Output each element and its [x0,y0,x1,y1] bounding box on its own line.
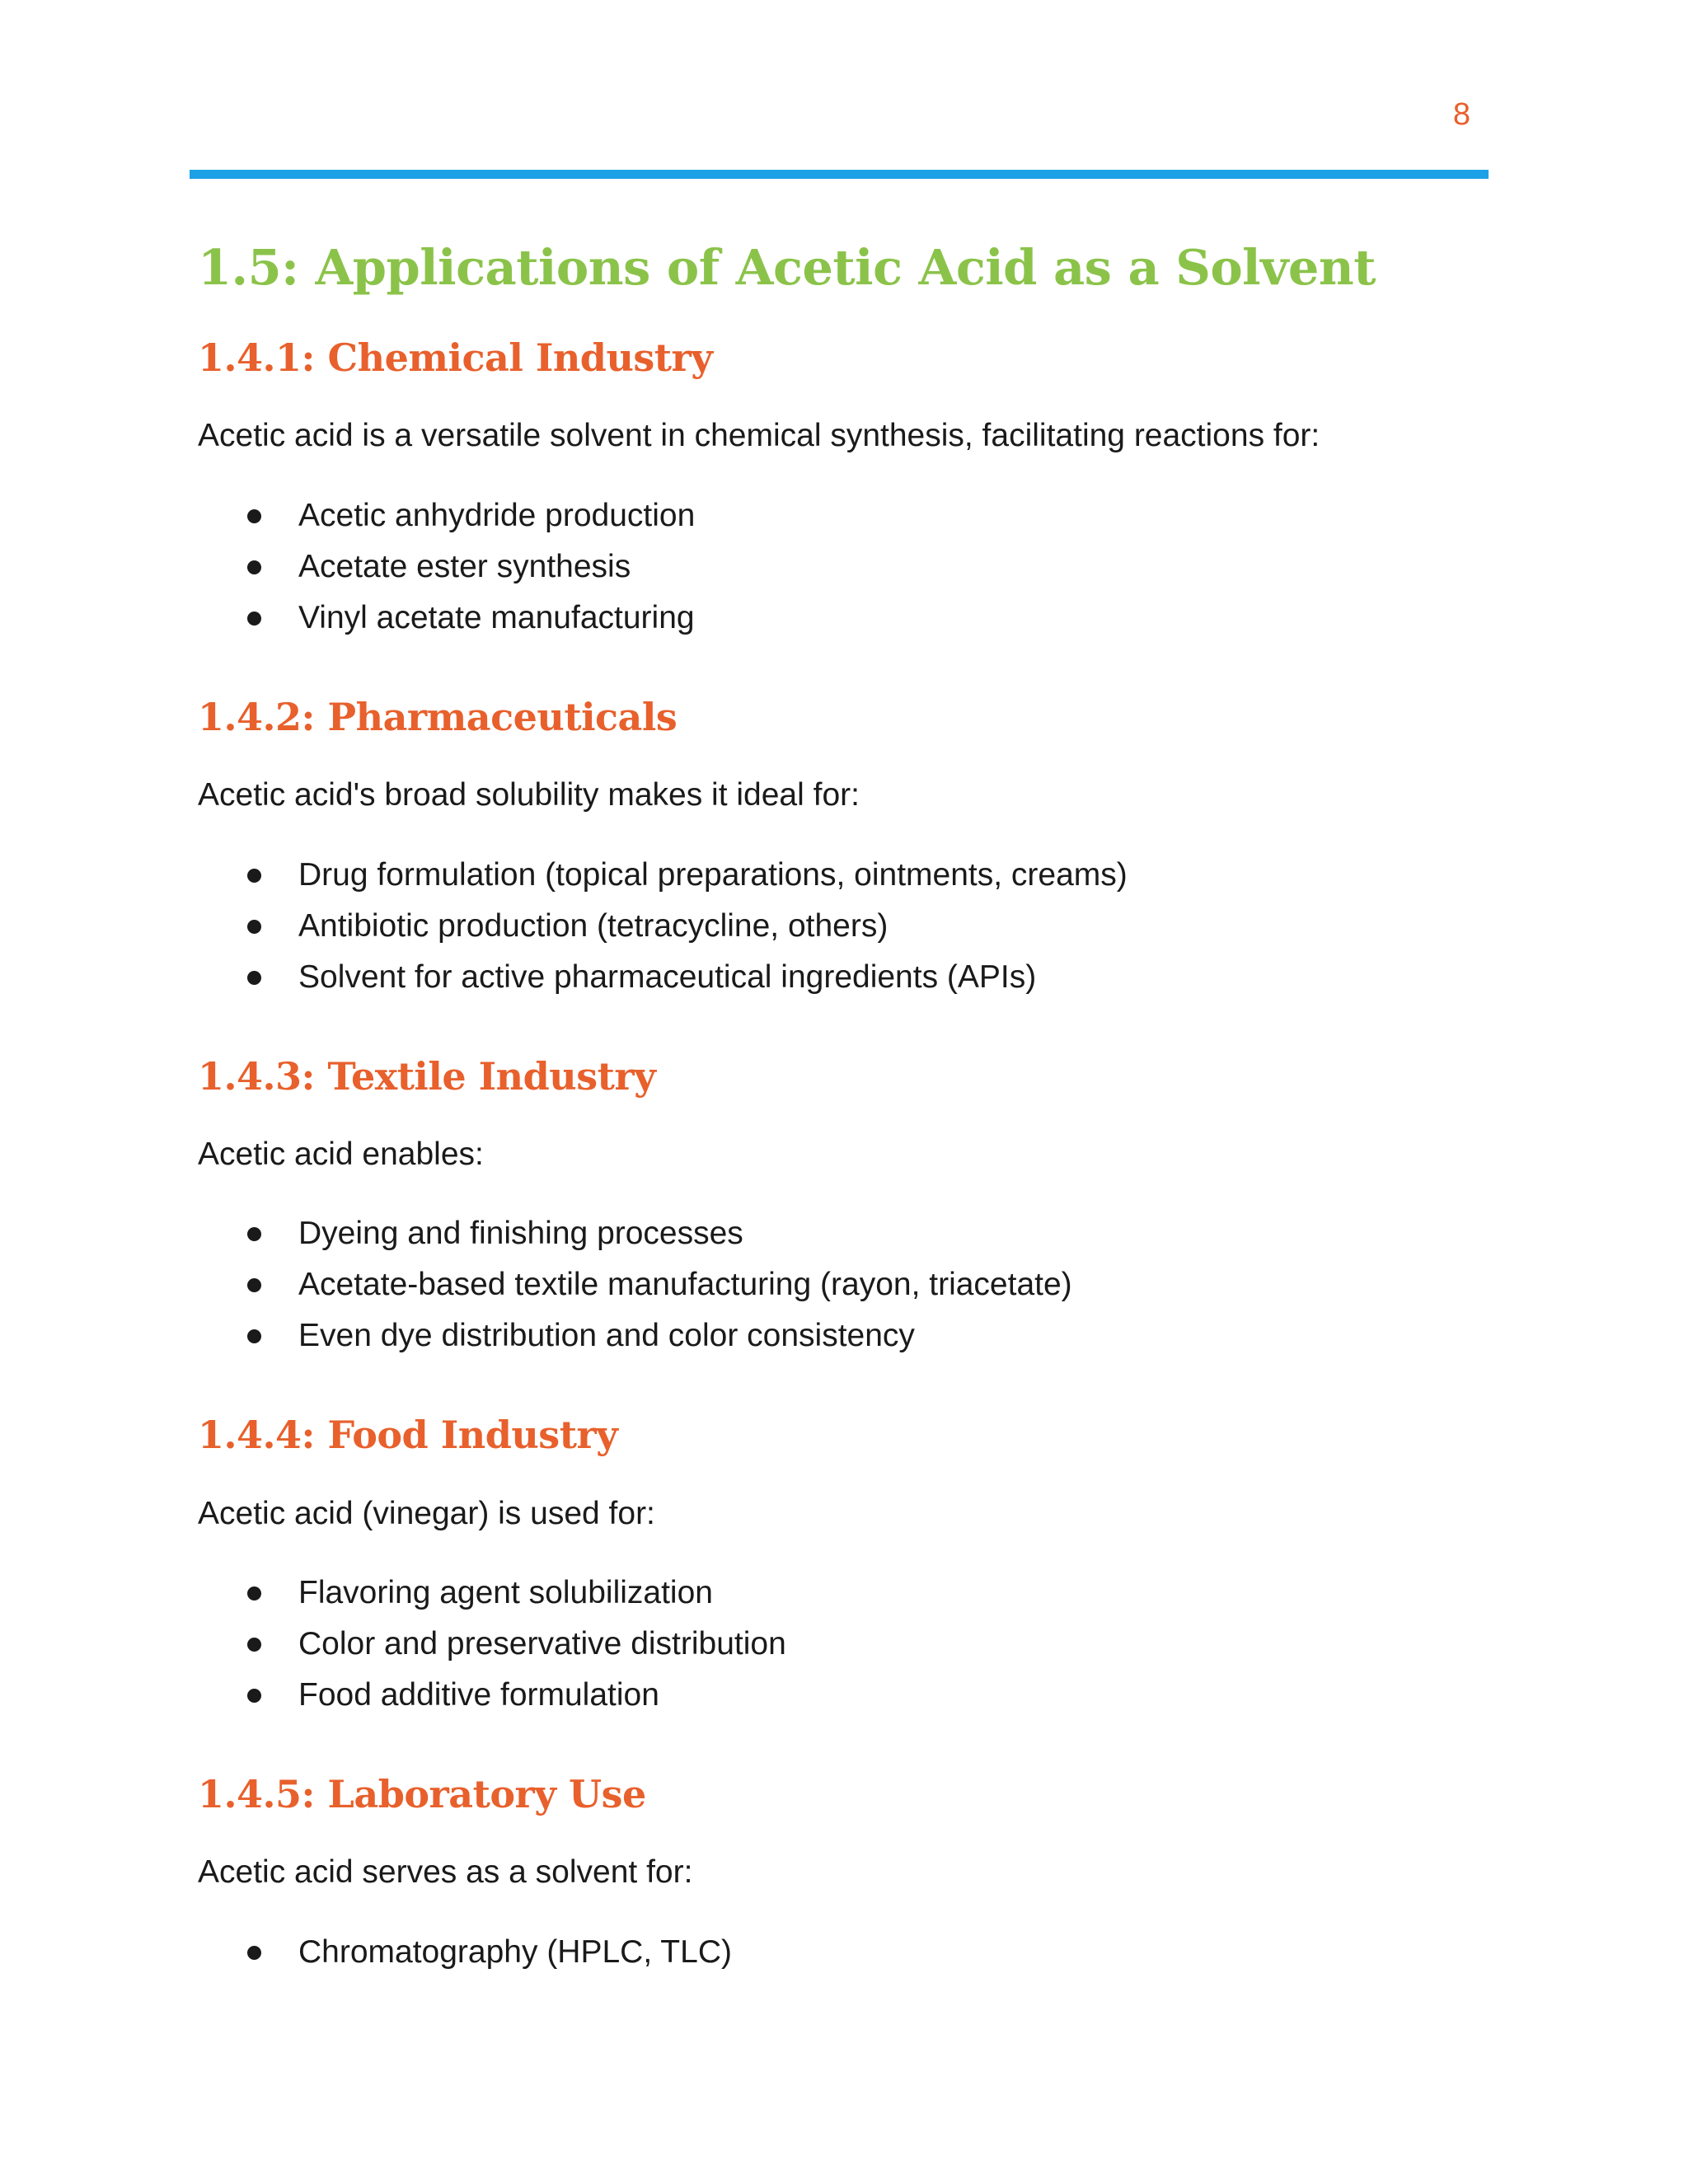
section-heading: 1.4.5: Laboratory Use [198,1772,646,1817]
list-item-text: Acetic anhydride production [298,497,696,533]
page-title: 1.5: Applications of Acetic Acid as a Solvent [198,239,1376,296]
header-rule [190,170,1489,179]
list-item-text: Chromatography (HPLC, TLC) [298,1934,732,1971]
page-number: 8 [1452,97,1470,132]
document-body [198,239,1484,2029]
section-chemical-industry [198,335,1484,644]
bullet-icon [247,1329,261,1343]
list-item [198,1927,1484,1978]
list-item-text: Antibiotic production (tetracycline, others) [298,907,889,944]
list-item [198,541,1484,593]
list-item [198,1670,1484,1721]
section-intro: Acetic acid serves as a solvent for: [198,1854,693,1891]
section-heading: 1.4.2: Pharmaceuticals [198,694,678,739]
bullet-list [198,850,1484,1003]
list-item [198,850,1484,901]
list-item [198,593,1484,644]
section-textile-industry [198,1054,1484,1362]
section-heading: 1.4.1: Chemical Industry [198,335,713,380]
bullet-list [198,1568,1484,1721]
bullet-icon [247,1278,261,1292]
section-intro: Acetic acid (vinegar) is used for: [198,1495,655,1531]
bullet-icon [247,612,261,626]
list-item-text: Drug formulation (topical preparations, ointments, creams) [298,856,1128,893]
bullet-icon [247,869,261,883]
section-laboratory-use [198,1772,1484,1978]
bullet-icon [247,1227,261,1241]
list-item-text: Acetate ester synthesis [298,548,631,584]
section-intro: Acetic acid is a versatile solvent in chemical synthesis, facilitating reactions for: [198,417,1320,453]
bullet-icon [247,1586,261,1601]
bullet-list [198,1208,1484,1361]
list-item-text: Dyeing and finishing processes [298,1216,743,1252]
section-intro: Acetic acid's broad solubility makes it ideal for: [198,776,860,813]
list-item [198,901,1484,952]
section-food-industry [198,1413,1484,1721]
bullet-list [198,490,1484,644]
bullet-icon [247,1946,261,1960]
list-item-text: Even dye distribution and color consistency [298,1318,915,1354]
bullet-icon [247,971,261,985]
list-item [198,1259,1484,1310]
list-item [198,952,1484,1003]
bullet-list [198,1927,1484,1978]
section-pharmaceuticals [198,695,1484,1003]
section-heading: 1.4.3: Textile Industry [198,1053,656,1099]
bullet-icon [247,920,261,934]
list-item-text: Acetate-based textile manufacturing (rayon, triacetate) [298,1267,1072,1303]
section-intro: Acetic acid enables: [198,1136,484,1172]
list-item [198,1619,1484,1670]
list-item [198,1208,1484,1259]
bullet-icon [247,1689,261,1703]
list-item [198,490,1484,541]
list-item [198,1310,1484,1361]
list-item-text: Color and preservative distribution [298,1626,786,1662]
list-item [198,1568,1484,1619]
list-item-text: Vinyl acetate manufacturing [298,599,695,635]
bullet-icon [247,509,261,523]
list-item-text: Food additive formulation [298,1677,659,1713]
bullet-icon [247,560,261,574]
bullet-icon [247,1638,261,1652]
list-item-text: Solvent for active pharmaceutical ingredients (APIs) [298,958,1037,995]
list-item-text: Flavoring agent solubilization [298,1575,713,1611]
section-heading: 1.4.4: Food Industry [198,1413,618,1458]
